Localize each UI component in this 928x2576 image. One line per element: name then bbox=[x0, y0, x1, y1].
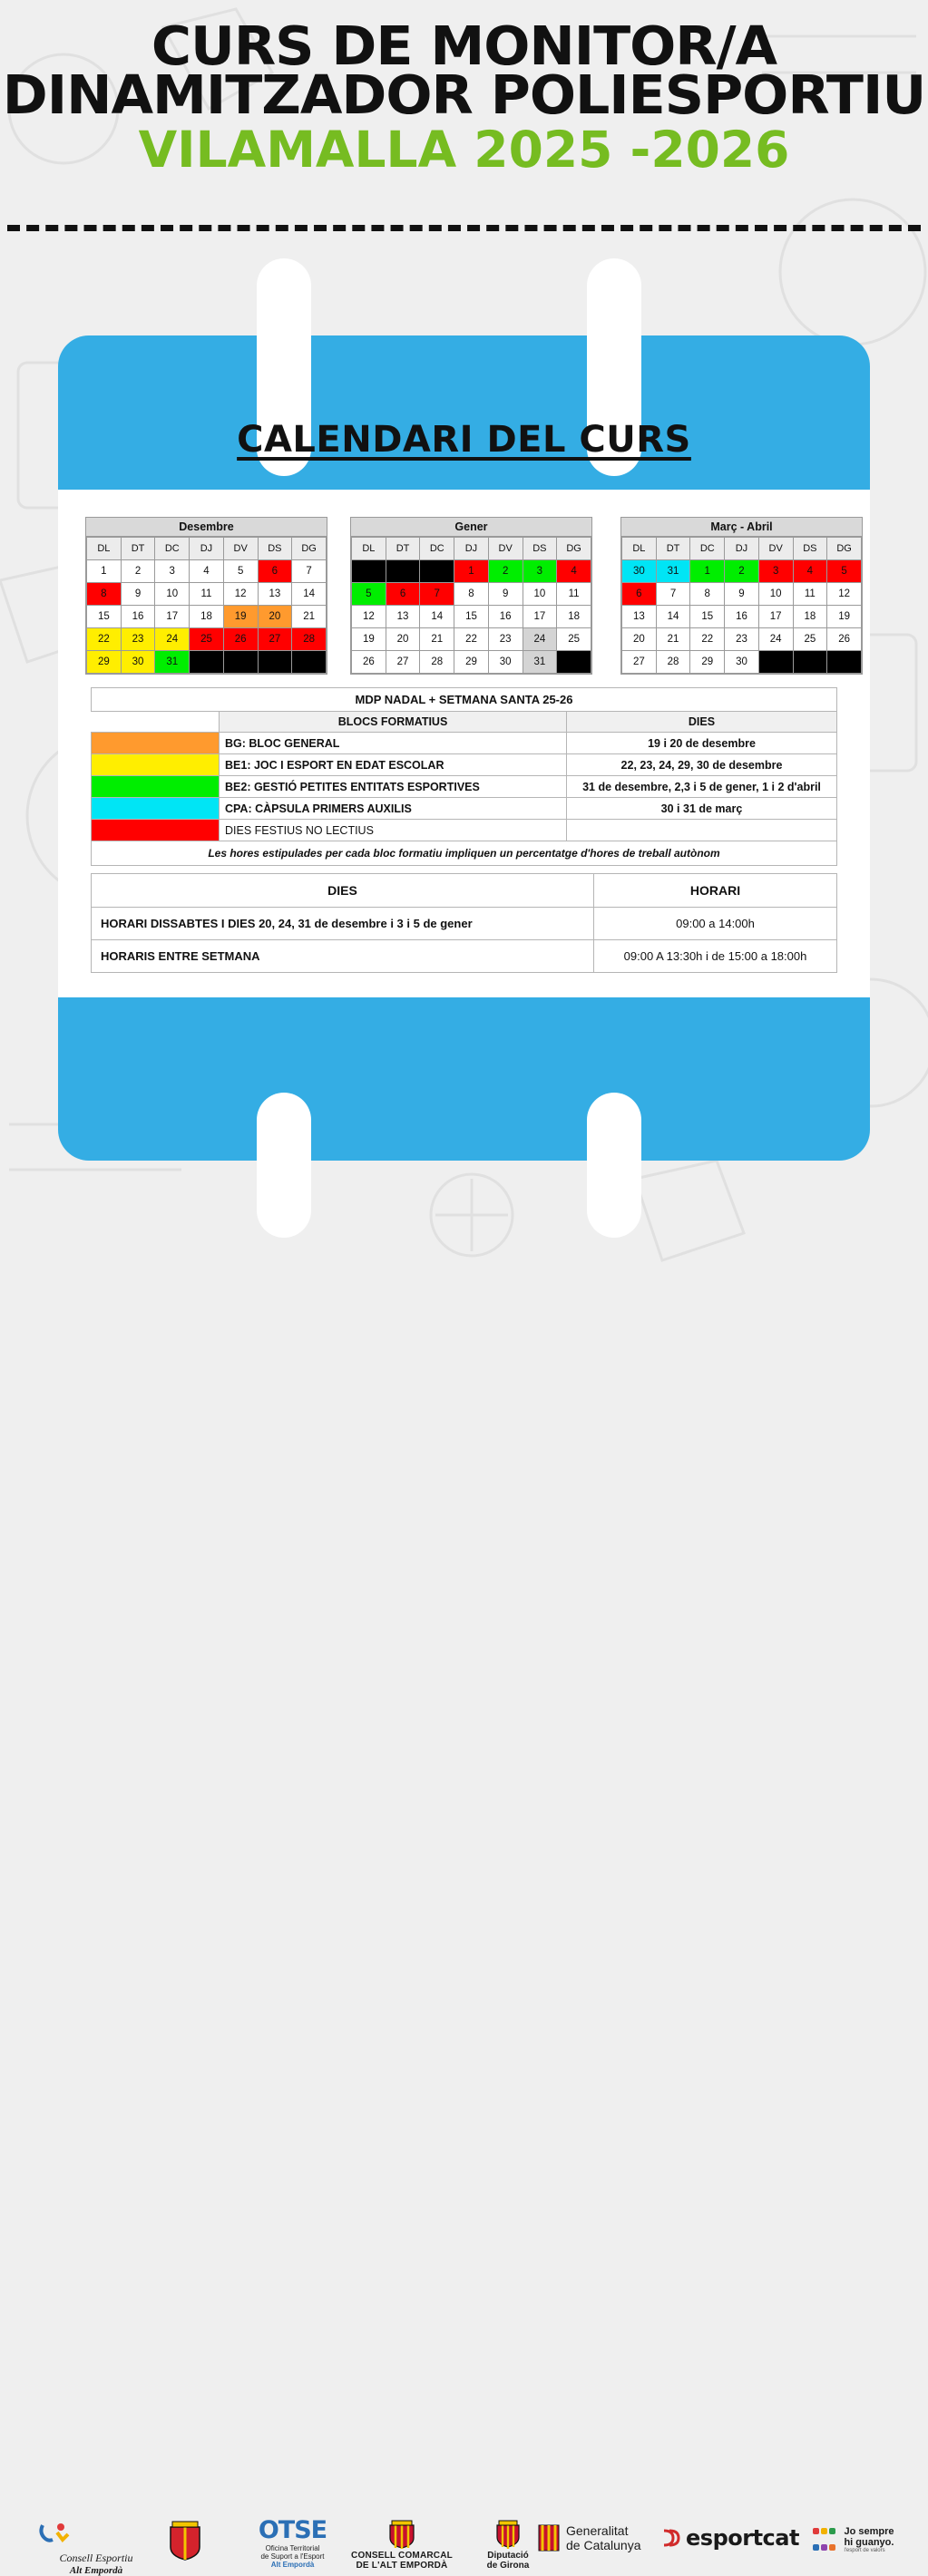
calendar-week-row bbox=[622, 606, 862, 628]
logo-otse bbox=[227, 2516, 358, 2569]
calendar-day-cell bbox=[223, 651, 258, 674]
calendar-day-cell: 20 bbox=[386, 628, 420, 651]
schedule-row bbox=[92, 940, 837, 973]
legend-note: Les hores estipulades per cada bloc formatiu impliquen un percentatge d'hores de treball autònom bbox=[92, 841, 837, 866]
calendar-day-cell: 21 bbox=[656, 628, 690, 651]
calendar-day-cell: 29 bbox=[87, 651, 122, 674]
logo-otse-sub2: de Suport a l'Esport bbox=[260, 2552, 325, 2561]
calendar-day-cell: 13 bbox=[258, 583, 292, 606]
calendar-week-row bbox=[352, 583, 591, 606]
esportcat-icon bbox=[660, 2527, 682, 2549]
calendar-day-cell: 4 bbox=[557, 560, 591, 583]
calendar-day-cell: 27 bbox=[258, 628, 292, 651]
calendar-day-cell: 3 bbox=[523, 560, 557, 583]
calendar-day-cell: 20 bbox=[258, 606, 292, 628]
calendar-day-cell: 25 bbox=[557, 628, 591, 651]
schedule-time: 09:00 A 13:30h i de 15:00 a 18:00h bbox=[594, 940, 837, 973]
card-heading-text: CALENDARI DEL CURS bbox=[237, 419, 691, 461]
calendar-day-cell: 9 bbox=[488, 583, 523, 606]
legend-block-days: 31 de desembre, 2,3 i 5 de gener, 1 i 2 d'abril bbox=[567, 776, 837, 798]
calendar-day-cell: 20 bbox=[622, 628, 657, 651]
calendar-day-cell bbox=[557, 651, 591, 674]
calendar-title: Desembre bbox=[86, 518, 327, 537]
calendar-day-cell: 3 bbox=[758, 560, 793, 583]
logo-consell-comarcal-name: CONSELL COMARCAL bbox=[351, 2551, 453, 2561]
calendar-week-row bbox=[352, 651, 591, 674]
calendar-weekday: DS bbox=[258, 538, 292, 560]
schedule-head-time: HORARI bbox=[594, 874, 837, 908]
legend-color-swatch bbox=[92, 754, 220, 776]
calendar-desembre bbox=[85, 517, 327, 675]
calendar-day-cell: 7 bbox=[420, 583, 454, 606]
calendar-day-cell: 6 bbox=[258, 560, 292, 583]
calendar-weekday-row bbox=[352, 538, 591, 560]
clip-right-bottom-icon bbox=[587, 1093, 641, 1238]
logo-otse-name: OTSE bbox=[258, 2516, 327, 2544]
calendar-day-cell bbox=[420, 560, 454, 583]
calendar-day-cell: 26 bbox=[352, 651, 386, 674]
calendar-day-cell: 2 bbox=[725, 560, 759, 583]
calendar-day-cell: 15 bbox=[690, 606, 725, 628]
calendar-day-cell: 1 bbox=[454, 560, 489, 583]
calendar-day-cell: 27 bbox=[622, 651, 657, 674]
calendar-day-cell: 8 bbox=[690, 583, 725, 606]
calendar-weekday-row bbox=[87, 538, 327, 560]
calendar-grid bbox=[621, 537, 862, 674]
legend-note-row bbox=[92, 841, 837, 866]
calendar-day-cell: 28 bbox=[656, 651, 690, 674]
legend-row bbox=[92, 798, 837, 820]
calendar-weekday: DT bbox=[386, 538, 420, 560]
calendar-day-cell: 11 bbox=[793, 583, 827, 606]
legend-row bbox=[92, 820, 837, 841]
calendar-weekday: DV bbox=[758, 538, 793, 560]
legend-spacer bbox=[92, 712, 220, 733]
title-line-2: DINAMITZADOR POLIESPORTIU bbox=[2, 63, 926, 127]
schedule-row bbox=[92, 908, 837, 940]
legend-color-swatch bbox=[92, 733, 220, 754]
calendar-week-row bbox=[622, 583, 862, 606]
calendar-day-cell: 6 bbox=[386, 583, 420, 606]
schedule-time: 09:00 a 14:00h bbox=[594, 908, 837, 940]
calendar-day-cell: 22 bbox=[87, 628, 122, 651]
calendar-weekday: DC bbox=[690, 538, 725, 560]
calendar-day-cell: 10 bbox=[155, 583, 190, 606]
calendar-weekday: DG bbox=[827, 538, 862, 560]
logo-generalitat-name: Generalitat bbox=[566, 2523, 629, 2538]
calendar-day-cell: 17 bbox=[523, 606, 557, 628]
crest-icon bbox=[386, 2518, 417, 2549]
footer-logos bbox=[0, 1256, 928, 2576]
clip-left-bottom-icon bbox=[257, 1093, 311, 1238]
calendar-day-cell bbox=[258, 651, 292, 674]
calendar-day-cell: 19 bbox=[223, 606, 258, 628]
calendar-day-cell: 18 bbox=[190, 606, 224, 628]
calendar-day-cell bbox=[190, 651, 224, 674]
calendar-day-cell: 17 bbox=[155, 606, 190, 628]
calendar-day-cell: 31 bbox=[656, 560, 690, 583]
calendar-week-row bbox=[87, 606, 327, 628]
calendar-day-cell: 24 bbox=[523, 628, 557, 651]
legend-block-days: 22, 23, 24, 29, 30 de desembre bbox=[567, 754, 837, 776]
calendar-grid bbox=[351, 537, 591, 674]
poster-title bbox=[0, 15, 928, 179]
calendar-week-row bbox=[352, 628, 591, 651]
legend-row bbox=[92, 776, 837, 798]
calendar-week-row bbox=[87, 583, 327, 606]
calendar-title: Gener bbox=[351, 518, 591, 537]
legend-title: MDP NADAL + SETMANA SANTA 25-26 bbox=[92, 688, 837, 712]
logo-esportcat-sub: cat bbox=[762, 2525, 799, 2551]
calendar-week-row bbox=[622, 651, 862, 674]
calendar-day-cell: 16 bbox=[725, 606, 759, 628]
calendar-day-cell: 19 bbox=[352, 628, 386, 651]
calendar-day-cell: 15 bbox=[454, 606, 489, 628]
logo-consell-esportiu-name: Consell Esportiu bbox=[59, 2552, 133, 2564]
calendar-day-cell: 10 bbox=[523, 583, 557, 606]
calendar-day-cell: 30 bbox=[121, 651, 155, 674]
calendar-day-cell: 23 bbox=[725, 628, 759, 651]
calendar-day-cell: 24 bbox=[155, 628, 190, 651]
calendar-day-cell: 23 bbox=[488, 628, 523, 651]
calendar-day-cell: 9 bbox=[725, 583, 759, 606]
calendar-day-cell: 29 bbox=[690, 651, 725, 674]
crest-icon bbox=[494, 2518, 522, 2549]
card-heading bbox=[0, 419, 928, 461]
calendar-week-row bbox=[622, 560, 862, 583]
calendar-weekday: DC bbox=[420, 538, 454, 560]
dot-grid-icon bbox=[812, 2523, 836, 2556]
calendar-day-cell: 2 bbox=[121, 560, 155, 583]
calendar-day-cell: 25 bbox=[793, 628, 827, 651]
calendar-day-cell: 18 bbox=[793, 606, 827, 628]
calendar-day-cell: 16 bbox=[121, 606, 155, 628]
calendar-day-cell: 19 bbox=[827, 606, 862, 628]
calendar-week-row bbox=[87, 628, 327, 651]
calendar-week-row bbox=[622, 628, 862, 651]
calendar-day-cell bbox=[352, 560, 386, 583]
calendar-day-cell: 4 bbox=[190, 560, 224, 583]
calendar-day-cell: 21 bbox=[292, 606, 327, 628]
dashed-divider bbox=[7, 225, 921, 231]
calendar-day-cell: 29 bbox=[454, 651, 489, 674]
calendar-day-cell: 22 bbox=[454, 628, 489, 651]
calendar-day-cell: 2 bbox=[488, 560, 523, 583]
logo-jo-sempre-sub2: l'esport de valors bbox=[844, 2548, 885, 2553]
calendar-week-row bbox=[87, 560, 327, 583]
legend-block-name: BE2: GESTIÓ PETITES ENTITATS ESPORTIVES bbox=[220, 776, 567, 798]
legend-color-swatch bbox=[92, 820, 220, 841]
legend-row bbox=[92, 754, 837, 776]
legend-head-days: DIES bbox=[567, 712, 837, 733]
calendar-day-cell: 27 bbox=[386, 651, 420, 674]
calendar-day-cell: 11 bbox=[557, 583, 591, 606]
logo-diputacio-sub: de Girona bbox=[486, 2561, 530, 2571]
calendar-weekday: DL bbox=[87, 538, 122, 560]
calendar-day-cell: 7 bbox=[292, 560, 327, 583]
logo-consell-comarcal-sub: DE L'ALT EMPORDÀ bbox=[356, 2561, 448, 2571]
calendar-day-cell: 14 bbox=[656, 606, 690, 628]
calendar-title: Març - Abril bbox=[621, 518, 862, 537]
title-line-3: VILAMALLA 2025 -2026 bbox=[138, 120, 790, 179]
calendar-week-row bbox=[352, 560, 591, 583]
logo-jo-sempre-hi-guanyo bbox=[812, 2523, 928, 2556]
calendar-weekday-row bbox=[622, 538, 862, 560]
logo-esportcat bbox=[660, 2525, 806, 2551]
calendar-weekday: DC bbox=[155, 538, 190, 560]
legend-block-days bbox=[567, 820, 837, 841]
calendar-day-cell: 24 bbox=[758, 628, 793, 651]
calendar-day-cell: 30 bbox=[622, 560, 657, 583]
legend-block-days: 30 i 31 de març bbox=[567, 798, 837, 820]
calendar-day-cell: 22 bbox=[690, 628, 725, 651]
calendar-weekday: DS bbox=[523, 538, 557, 560]
schedule-days: HORARIS ENTRE SETMANA bbox=[92, 940, 594, 973]
calendar-day-cell: 1 bbox=[87, 560, 122, 583]
calendar-day-cell: 28 bbox=[292, 628, 327, 651]
calendar-week-row bbox=[352, 606, 591, 628]
card-top-blue bbox=[58, 335, 870, 490]
calendar-day-cell: 23 bbox=[121, 628, 155, 651]
calendar-day-cell: 13 bbox=[622, 606, 657, 628]
calendar-weekday: DJ bbox=[190, 538, 224, 560]
calendar-day-cell: 26 bbox=[223, 628, 258, 651]
schedule-head-days: DIES bbox=[92, 874, 594, 908]
calendar-weekday: DT bbox=[121, 538, 155, 560]
logo-consell-esportiu bbox=[33, 2520, 160, 2576]
calendar-weekday: DS bbox=[793, 538, 827, 560]
calendar-day-cell: 16 bbox=[488, 606, 523, 628]
calendar-day-cell: 14 bbox=[292, 583, 327, 606]
legend-table bbox=[91, 687, 837, 866]
shield-icon bbox=[167, 2518, 203, 2561]
calendar-day-cell: 30 bbox=[488, 651, 523, 674]
calendar-day-cell bbox=[292, 651, 327, 674]
legend-block-days: 19 i 20 de desembre bbox=[567, 733, 837, 754]
calendar-marc-abril bbox=[620, 517, 863, 675]
calendar-gener bbox=[350, 517, 592, 675]
calendar-weekday: DJ bbox=[725, 538, 759, 560]
calendar-day-cell: 5 bbox=[827, 560, 862, 583]
calendar-day-cell: 26 bbox=[827, 628, 862, 651]
calendar-day-cell: 8 bbox=[454, 583, 489, 606]
calendar-day-cell: 5 bbox=[352, 583, 386, 606]
calendar-day-cell: 18 bbox=[557, 606, 591, 628]
logo-generalitat bbox=[537, 2523, 673, 2552]
calendar-weekday: DL bbox=[352, 538, 386, 560]
calendar-day-cell: 3 bbox=[155, 560, 190, 583]
calendar-grid bbox=[86, 537, 327, 674]
calendar-day-cell: 17 bbox=[758, 606, 793, 628]
legend-block-name: BG: BLOC GENERAL bbox=[220, 733, 567, 754]
calendar-day-cell bbox=[386, 560, 420, 583]
calendar-day-cell: 4 bbox=[793, 560, 827, 583]
calendar-day-cell: 12 bbox=[223, 583, 258, 606]
logo-otse-sub3: Alt Empordà bbox=[270, 2561, 315, 2569]
calendar-day-cell: 11 bbox=[190, 583, 224, 606]
calendar-day-cell: 28 bbox=[420, 651, 454, 674]
calendar-day-cell bbox=[758, 651, 793, 674]
calendar-weekday: DJ bbox=[454, 538, 489, 560]
calendar-day-cell: 21 bbox=[420, 628, 454, 651]
legend-block-name: DIES FESTIUS NO LECTIUS bbox=[220, 820, 567, 841]
calendar-day-cell: 9 bbox=[121, 583, 155, 606]
card-bottom-blue bbox=[58, 997, 870, 1161]
logo-jo-sempre-name: Jo sempre bbox=[844, 2526, 894, 2537]
legend-color-swatch bbox=[92, 798, 220, 820]
calendar-weekday: DG bbox=[557, 538, 591, 560]
calendar-weekday: DV bbox=[488, 538, 523, 560]
legend-color-swatch bbox=[92, 776, 220, 798]
legend-block-name: CPA: CÀPSULA PRIMERS AUXILIS bbox=[220, 798, 567, 820]
schedule-table bbox=[91, 873, 837, 973]
calendar-weekday: DT bbox=[656, 538, 690, 560]
logo-esportcat-name: esport bbox=[686, 2525, 763, 2551]
legend-block-name: BE1: JOC I ESPORT EN EDAT ESCOLAR bbox=[220, 754, 567, 776]
calendar-day-cell: 25 bbox=[190, 628, 224, 651]
calendar-day-cell bbox=[793, 651, 827, 674]
calendar-day-cell: 10 bbox=[758, 583, 793, 606]
generalitat-icon bbox=[537, 2523, 561, 2552]
logo-generalitat-sub: de Catalunya bbox=[566, 2538, 641, 2552]
calendar-week-row bbox=[87, 651, 327, 674]
title-line-1: CURS DE MONITOR/A bbox=[151, 15, 777, 77]
calendar-weekday: DV bbox=[223, 538, 258, 560]
calendar-day-cell: 5 bbox=[223, 560, 258, 583]
calendar-day-cell: 1 bbox=[690, 560, 725, 583]
calendar-day-cell: 6 bbox=[622, 583, 657, 606]
calendar-day-cell: 12 bbox=[827, 583, 862, 606]
logo-consell-comarcal bbox=[343, 2518, 461, 2571]
calendar-day-cell: 12 bbox=[352, 606, 386, 628]
logo-diputacio-name: Diputació bbox=[487, 2551, 529, 2561]
legend-head-blocks: BLOCS FORMATIUS bbox=[220, 712, 567, 733]
calendar-day-cell bbox=[827, 651, 862, 674]
calendar-weekday: DG bbox=[292, 538, 327, 560]
calendar-weekday: DL bbox=[622, 538, 657, 560]
legend-row bbox=[92, 733, 837, 754]
calendar-day-cell: 15 bbox=[87, 606, 122, 628]
calendar-day-cell: 14 bbox=[420, 606, 454, 628]
calendar-day-cell: 31 bbox=[155, 651, 190, 674]
calendar-day-cell: 31 bbox=[523, 651, 557, 674]
logo-consell-esportiu-sub: Alt Empordà bbox=[69, 2565, 123, 2576]
logo-vilamalla-shield bbox=[165, 2518, 205, 2566]
schedule-days: HORARI DISSABTES I DIES 20, 24, 31 de desembre i 3 i 5 de gener bbox=[92, 908, 594, 940]
logo-otse-sub1: Oficina Territorial bbox=[265, 2544, 320, 2552]
calendar-day-cell: 13 bbox=[386, 606, 420, 628]
consell-esportiu-icon bbox=[37, 2520, 155, 2547]
calendar-day-cell: 7 bbox=[656, 583, 690, 606]
logo-jo-sempre-sub: hi guanyo. bbox=[844, 2537, 894, 2548]
calendar-day-cell: 8 bbox=[87, 583, 122, 606]
calendar-day-cell: 30 bbox=[725, 651, 759, 674]
